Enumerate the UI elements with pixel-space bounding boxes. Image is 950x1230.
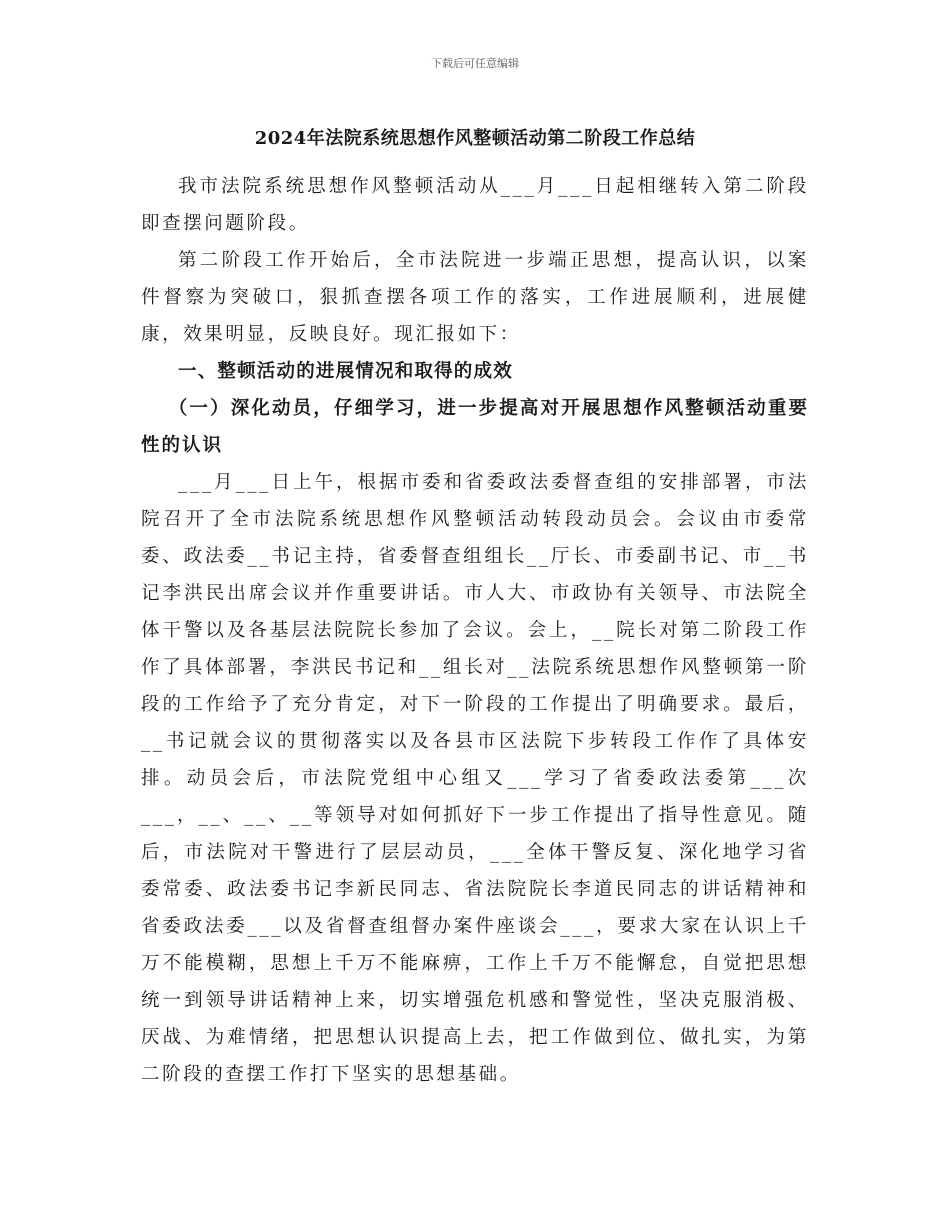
subsection-body-paragraph: ___月___日上午，根据市委和省委政法委督查组的安排部署，市法院召开了全市法院系统思想作风整顿活动转段动员会。会议由市委常委、政法委__书记主持，省委督查组组长__厅长、市委副书记、市__书记李洪民出席会议并作重要讲话。市人大、市政协有关领导、市法院全体干警以及各基层法院院长参加了会议。会上，__院长对第二阶段工作作了具体部署，李洪民书记和__组长对__法院系统思想作风整顿第一阶段的工作给予了充分肯定，对下一阶段的工作提出了明确要求。最后，__书记就会议的贯彻落实以及各县市区法院下步转段工作作了具体安排。动员会后，市法院党组中心组又___学习了省委政法委第___次___，__、__、__等领导对如何抓好下一步工作提出了指导性意见。随后，市法院对干警进行了层层动员，___全体干警反复、深化地学习省委常委、政法委书记李新民同志、省法院院长李道民同志的讲话精神和省委政法委___以及省督查组督办案件座谈会___，要求大家在认识上千万不能模糊，思想上千万不能麻痹，工作上千万不能懈怠，自觉把思想统一到领导讲话精神上来，切实增强危机感和警觉性，坚决克服消极、厌战、为难情绪，把思想认识提高上去，把工作做到位、做扎实，为第二阶段的查摆工作打下坚实的思想基础。 bbox=[141, 472, 809, 1085]
intro-paragraph: 我市法院系统思想作风整顿活动从___月___日起相继转入第二阶段即查摆问题阶段。 bbox=[141, 176, 809, 234]
section-heading: 一、整顿活动的进展情况和取得的成效 bbox=[178, 361, 513, 382]
overview-paragraph: 第二阶段工作开始后，全市法院进一步端正思想，提高认识，以案件督察为突破口，狠抓查摆各项工作的落实，工作进展顺利，进展健康，效果明显，反映良好。现汇报如下： bbox=[141, 250, 809, 345]
document-title: 2024年法院系统思想作风整顿活动第二阶段工作总结 bbox=[254, 128, 696, 149]
document-body bbox=[141, 168, 809, 1093]
subsection-heading: （一）深化动员，仔细学习，进一步提高对开展思想作风整顿活动重要性的认识 bbox=[141, 398, 809, 456]
page-header-note: 下载后可任意编辑 bbox=[431, 57, 519, 70]
